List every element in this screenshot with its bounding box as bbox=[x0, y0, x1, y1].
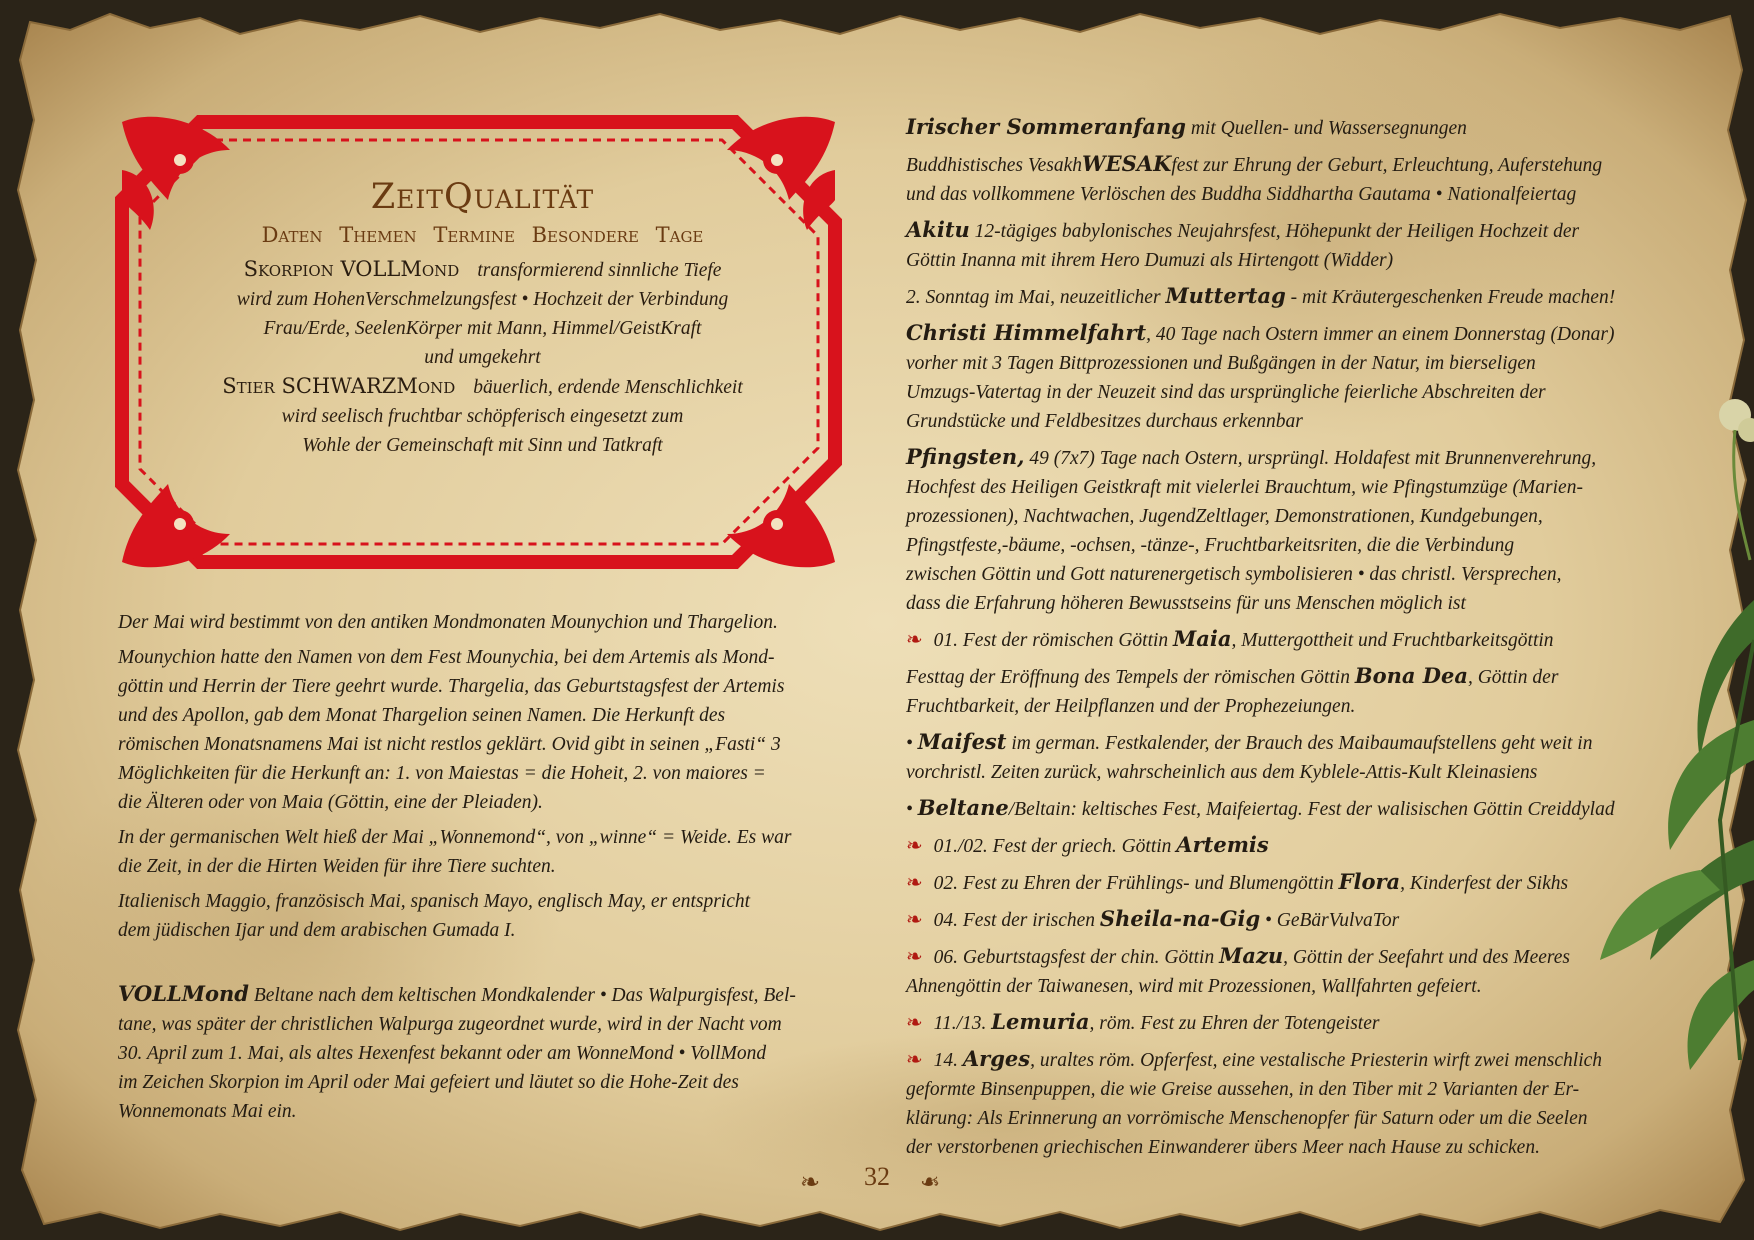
box-entry-line: wird seelisch fruchtbar schöpferisch eingesetzt zum bbox=[281, 406, 684, 427]
box-entry-head: Stier SCHWARZMond bbox=[222, 374, 456, 398]
paragraph: Der Mai wird bestimmt von den antiken Mondmonaten Mounychion und Thargelion. bbox=[118, 612, 778, 633]
fleuron-icon: ❧ bbox=[906, 1049, 923, 1071]
zeitqualitaet-box bbox=[150, 165, 815, 460]
fleuron-icon: ❧ bbox=[906, 1012, 923, 1034]
calendar-entry: Christi Himmelfahrt, 40 Tage nach Ostern immer an einem Donnerstag (Donar) vorher mit 3 Tagen Bittprozessionen und Bußgängen in der Natur, im bierseligen Umzugs-Vatertag in der Neuzeit sind das ursprüngliche feierliche Abschreiten der Grundstücke und Feldbesitzes durchaus erkennbar bbox=[906, 320, 1615, 432]
calendar-entry: ❧ 14. Arges, uraltes röm. Opferfest, eine vestalische Priesterin wirft zwei menschlich geformte Binsenpuppen, die wie Greise aussehen, in den Tiber mit 2 Varianten der Er- klärung: Als Erinnerung an vorrömische Menschenopfer für Saturn oder um die Seelen der verstorbenen griechischen Einwanderer übers Meer nach Hause zu schicken. bbox=[906, 1046, 1603, 1158]
calendar-entry: ❧ 06. Geburtstagsfest der chin. Göttin Mazu, Göttin der Seefahrt und des Meeres Ahnengöttin der Taiwanesen, wird mit Prozessionen, Wallfahrten gefeiert. bbox=[906, 943, 1570, 997]
calendar-entry: ❧ 11./13. Lemuria, röm. Fest zu Ehren der Totengeister bbox=[906, 1009, 1380, 1034]
fleuron-icon: ❧ bbox=[906, 946, 923, 968]
box-entry-head: Skorpion VOLLMond bbox=[243, 257, 460, 281]
fleuron-icon: ❧ bbox=[906, 909, 923, 931]
box-title: ZeitQualität bbox=[370, 177, 595, 217]
calendar-entry: ❧ 02. Fest zu Ehren der Frühlings- und Blumengöttin Flora, Kinderfest der Sikhs bbox=[906, 869, 1569, 894]
calendar-entry: 2. Sonntag im Mai, neuzeitlicher Muttertag - mit Kräutergeschenken Freude machen! bbox=[906, 283, 1616, 308]
box-entry-line: Frau/Erde, SeelenKörper mit Mann, Himmel/GeistKraft bbox=[263, 318, 702, 339]
calendar-entry: • Beltane/Beltain: keltisches Fest, Maifeiertag. Fest der walisischen Göttin Creiddylad bbox=[906, 795, 1615, 820]
calendar-entry: ❧ 04. Fest der irischen Sheila-na-Gig • GeBärVulvaTor bbox=[906, 906, 1400, 931]
paragraph: Mounychion hatte den Namen von dem Fest Mounychia, bei dem Artemis als Mond- göttin und Herrin der Tiere geehrt wurde. Thargelia, das Geburtstagsfest der Artemis und des Apollon, gab dem Monat Thargelion seinen Namen. Die Herkunft des römischen Monatsnamens Mai ist nicht restlos geklärt. Ovid gibt in seinen „Fasti“ 3 Möglichkeiten für die Herkunft an: 1. von Maiestas = die Hoheit, 2. von maiores = die Älteren oder von Maia (Göttin, eine der Pleiaden). bbox=[118, 647, 785, 813]
paragraph: VOLLMond Beltane nach dem keltischen Mondkalender • Das Walpurgisfest, Bel- tane, was später der christlichen Walpurga zugeordnet wurde, wird in der Nacht vom 30. April zum 1. Mai, als altes Hexenfest bekannt oder am WonneMond • VollMond im Zeichen Skorpion im April oder Mai gefeiert und läutet so die Hohe-Zeit des Wonnemonats Mai ein. bbox=[118, 981, 796, 1122]
box-entry-line: Wohle der Gemeinschaft mit Sinn und Tatkraft bbox=[302, 435, 663, 456]
box-entry-line: Skorpion VOLLMond transformierend sinnliche Tiefe bbox=[243, 257, 722, 281]
calendar-entry: Buddhistisches VesakhWESAKfest zur Ehrung der Geburt, Erleuchtung, Auferstehung und das vollkommene Verlöschen des Buddha Siddhartha Gautama • Nationalfeiertag bbox=[906, 151, 1603, 205]
right-column bbox=[906, 112, 1654, 1168]
paragraph: In der germanischen Welt hieß der Mai „Wonnemond“, von „winne“ = Weide. Es war die Zeit, in der die Hirten Weiden für ihre Tiere suchten. bbox=[118, 827, 792, 877]
box-entry-line: und umgekehrt bbox=[424, 347, 541, 368]
calendar-entry: ❧ 01. Fest der römischen Göttin Maia, Muttergottheit und Fruchtbarkeitsgöttin bbox=[906, 626, 1554, 651]
fleuron-icon: ❧ bbox=[906, 629, 923, 651]
box-entry-line: wird zum HohenVerschmelzungsfest • Hochzeit der Verbindung bbox=[236, 289, 729, 310]
calendar-entry: Irischer Sommeranfang mit Quellen- und Wassersegnungen bbox=[906, 114, 1467, 139]
fleuron-right-icon: ❧ bbox=[920, 1168, 941, 1196]
calendar-entry: • Maifest im german. Festkalender, der Brauch des Maibaumaufstellens geht weit in vorchristl. Zeiten zurück, wahrscheinlich aus dem Kyblele-Attis-Kult Kleinasiens bbox=[906, 729, 1593, 783]
calendar-entry: Akitu 12-tägiges babylonisches Neujahrsfest, Höhepunkt der Heiligen Hochzeit der Göttin Inanna mit ihrem Hero Dumuzi als Hirtengott (Widder) bbox=[906, 217, 1580, 271]
calendar-entry: ❧ 01./02. Fest der griech. Göttin Artemis bbox=[906, 832, 1269, 857]
paragraph: Italienisch Maggio, französisch Mai, spanisch Mayo, englisch May, er entspricht dem jüdischen Ijar und dem arabischen Gumada I. bbox=[118, 891, 751, 941]
calendar-entry: Pfingsten, 49 (7x7) Tage nach Ostern, ursprüngl. Holdafest mit Brunnenverehrung, Hochfest des Heiligen Geistkraft mit vielerlei Brauchtum, wie Pfingstumzüge (Marien- prozessionen), Nachtwachen, JugendZeltlager, Demonstrationen, Kundgebungen, Pfingstfeste,-bäume, -ochsen, -tänze-, Fruchtbarkeitsriten, die die Verbindung zwischen Göttin und Gott naturenergetisch symbolisieren • das christl. Versprechen, dass die Erfahrung höheren Bewusstseins für uns Menschen möglich ist bbox=[906, 444, 1597, 614]
calendar-entry: Festtag der Eröffnung des Tempels der römischen Göttin Bona Dea, Göttin der Fruchtbarkeit, der Heilpflanzen und der Prophezeiungen. bbox=[906, 663, 1559, 717]
left-column bbox=[118, 608, 846, 1132]
fleuron-icon: ❧ bbox=[906, 872, 923, 894]
box-entry-line: Stier SCHWARZMond bäuerlich, erdende Menschlichkeit bbox=[222, 374, 743, 398]
page-number: 32 bbox=[864, 1162, 890, 1191]
fleuron-left-icon: ❧ bbox=[800, 1168, 821, 1196]
box-subtitle: Daten Themen Termine Besondere Tage bbox=[261, 223, 704, 247]
fleuron-icon: ❧ bbox=[906, 835, 923, 857]
